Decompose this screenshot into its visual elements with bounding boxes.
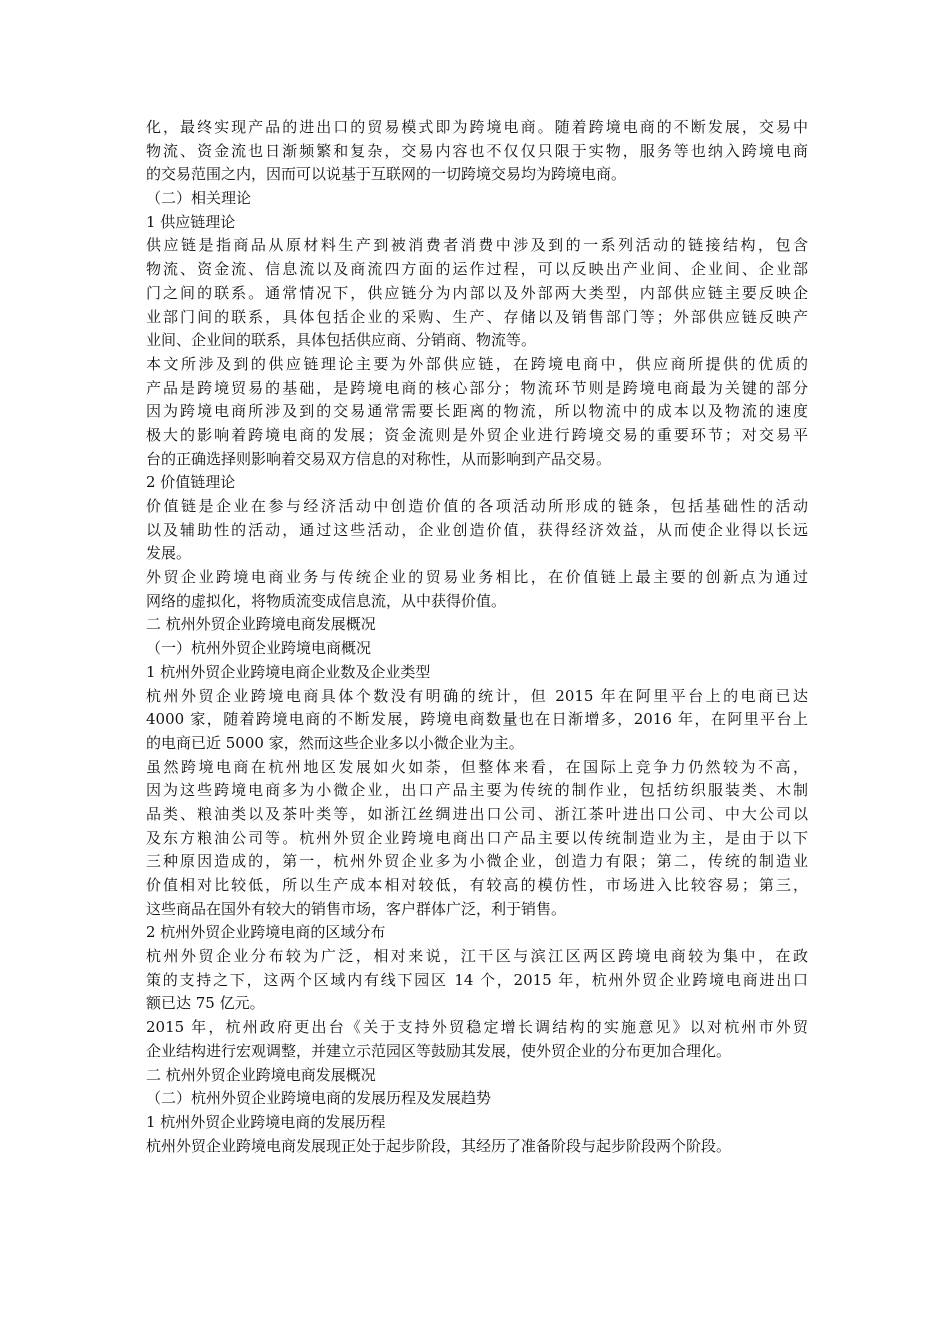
text-line: 杭州外贸企业跨境电商发展现正处于起步阶段，其经历了准备阶段与起步阶段两个阶段。	[146, 1136, 732, 1155]
text-line: 因为跨境电商所涉及到的交易通常需要长距离的物流，所以物流中的成本以及物流的速度	[146, 402, 808, 421]
text-line: 1 供应链理论	[146, 212, 236, 231]
text-line: （一）杭州外贸企业跨境电商概况	[146, 639, 372, 658]
text-line: （二）相关理论	[146, 189, 252, 208]
text-line: 策的支持之下，这两个区域内有线下园区 14 个，2015 年，杭州外贸企业跨境电商进出口	[146, 970, 808, 989]
text-line: 物流、资金流也日渐频繁和复杂，交易内容也不仅仅只限于实物，服务等也纳入跨境电商	[146, 141, 808, 160]
text-line: 门之间的联系。通常情况下，供应链分为内部以及外部两大类型，内部供应链主要反映企	[146, 283, 808, 302]
text-line: 二 杭州外贸企业跨境电商发展概况	[146, 1065, 376, 1084]
text-line: 物流、资金流、信息流以及商流四方面的运作过程，可以反映出产业间、企业间、企业部	[146, 260, 808, 279]
text-line: 2 杭州外贸企业跨境电商的区域分布	[146, 923, 386, 942]
text-line: 本文所涉及到的供应链理论主要为外部供应链，在跨境电商中，供应商所提供的优质的	[146, 354, 808, 373]
text-line: 的电商已近 5000 家，然而这些企业多以小微企业为主。	[146, 733, 524, 752]
text-line: 以及辅助性的活动，通过这些活动，企业创造价值，获得经济效益，从而使企业得以长远	[146, 520, 808, 539]
text-line: 企业结构进行宏观调整，并建立示范园区等鼓励其发展，使外贸企业的分布更加合理化。	[146, 1041, 732, 1060]
text-line: 1 杭州外贸企业跨境电商的发展历程	[146, 1112, 386, 1131]
text-line: 业部门间的联系，具体包括企业的采购、生产、存储以及销售部门等；外部供应链反映产	[146, 307, 808, 326]
text-line: 三种原因造成的，第一，杭州外贸企业多为小微企业，创造力有限；第二，传统的制造业	[146, 852, 808, 871]
text-line: 及东方粮油公司等。杭州外贸企业跨境电商出口产品主要以传统制造业为主，是由于以下	[146, 828, 808, 847]
text-line: 2015 年，杭州政府更出台《关于支持外贸稳定增长调结构的实施意见》以对杭州市外贸	[146, 1018, 808, 1037]
text-line: 业间、企业间的联系，具体包括供应商、分销商、物流等。	[146, 331, 537, 350]
text-line: 杭州外贸企业跨境电商具体个数没有明确的统计，但 2015 年在阿里平台上的电商已达	[146, 686, 808, 705]
text-line: 这些商品在国外有较大的销售市场，客户群体广泛，利于销售。	[146, 899, 567, 918]
text-line: 二 杭州外贸企业跨境电商发展概况	[146, 615, 376, 634]
text-line: 供应链是指商品从原材料生产到被消费者消费中涉及到的一系列活动的链接结构，包含	[146, 236, 808, 255]
text-line: 外贸企业跨境电商业务与传统企业的贸易业务相比，在价值链上最主要的创新点为通过	[146, 568, 808, 587]
text-line: 品类、粮油类以及茶叶类等，如浙江丝绸进出口公司、浙江茶叶进出口公司、中大公司以	[146, 804, 808, 823]
text-line: 因为这些跨境电商多为小微企业，出口产品主要为传统的制作业，包括纺织服装类、木制	[146, 781, 808, 800]
text-line: 的交易范围之内，因而可以说基于互联网的一切跨境交易均为跨境电商。	[146, 165, 627, 184]
text-line: 价值链是企业在参与经济活动中创造价值的各项活动所形成的链条，包括基础性的活动	[146, 497, 808, 515]
text-line: 4000 家，随着跨境电商的不断发展，跨境电商数量也在日渐增多，2016 年，在阿里平台上	[146, 710, 808, 729]
text-line: 杭州外贸企业分布较为广泛，相对来说，江干区与滨江区两区跨境电商较为集中，在政	[146, 947, 808, 966]
text-line: 化，最终实现产品的进出口的贸易模式即为跨境电商。随着跨境电商的不断发展，交易中	[146, 118, 808, 136]
text-line: 1 杭州外贸企业跨境电商企业数及企业类型	[146, 662, 431, 681]
text-line: 发展。	[146, 544, 192, 563]
text-line: 价值相对比较低，所以生产成本相对较低，有较高的模仿性，市场进入比较容易；第三，	[146, 876, 808, 894]
text-line: 网络的虚拟化，将物质流变成信息流，从中获得价值。	[146, 591, 507, 610]
text-line: 2 价值链理论	[146, 473, 236, 492]
text-line: 额已达 75 亿元。	[146, 994, 265, 1013]
text-line: （二）杭州外贸企业跨境电商的发展历程及发展趋势	[146, 1089, 492, 1108]
text-line: 产品是跨境贸易的基础，是跨境电商的核心部分；物流环节则是跨境电商最为关键的部分	[146, 378, 808, 397]
text-line: 虽然跨境电商在杭州地区发展如火如荼，但整体来看，在国际上竞争力仍然较为不高，	[146, 757, 808, 776]
document-page	[146, 116, 808, 1158]
text-line: 极大的影响着跨境电商的发展；资金流则是外贸企业进行跨境交易的重要环节；对交易平	[146, 425, 808, 444]
text-line: 台的正确选择则影响着交易双方信息的对称性，从而影响到产品交易。	[146, 449, 612, 468]
